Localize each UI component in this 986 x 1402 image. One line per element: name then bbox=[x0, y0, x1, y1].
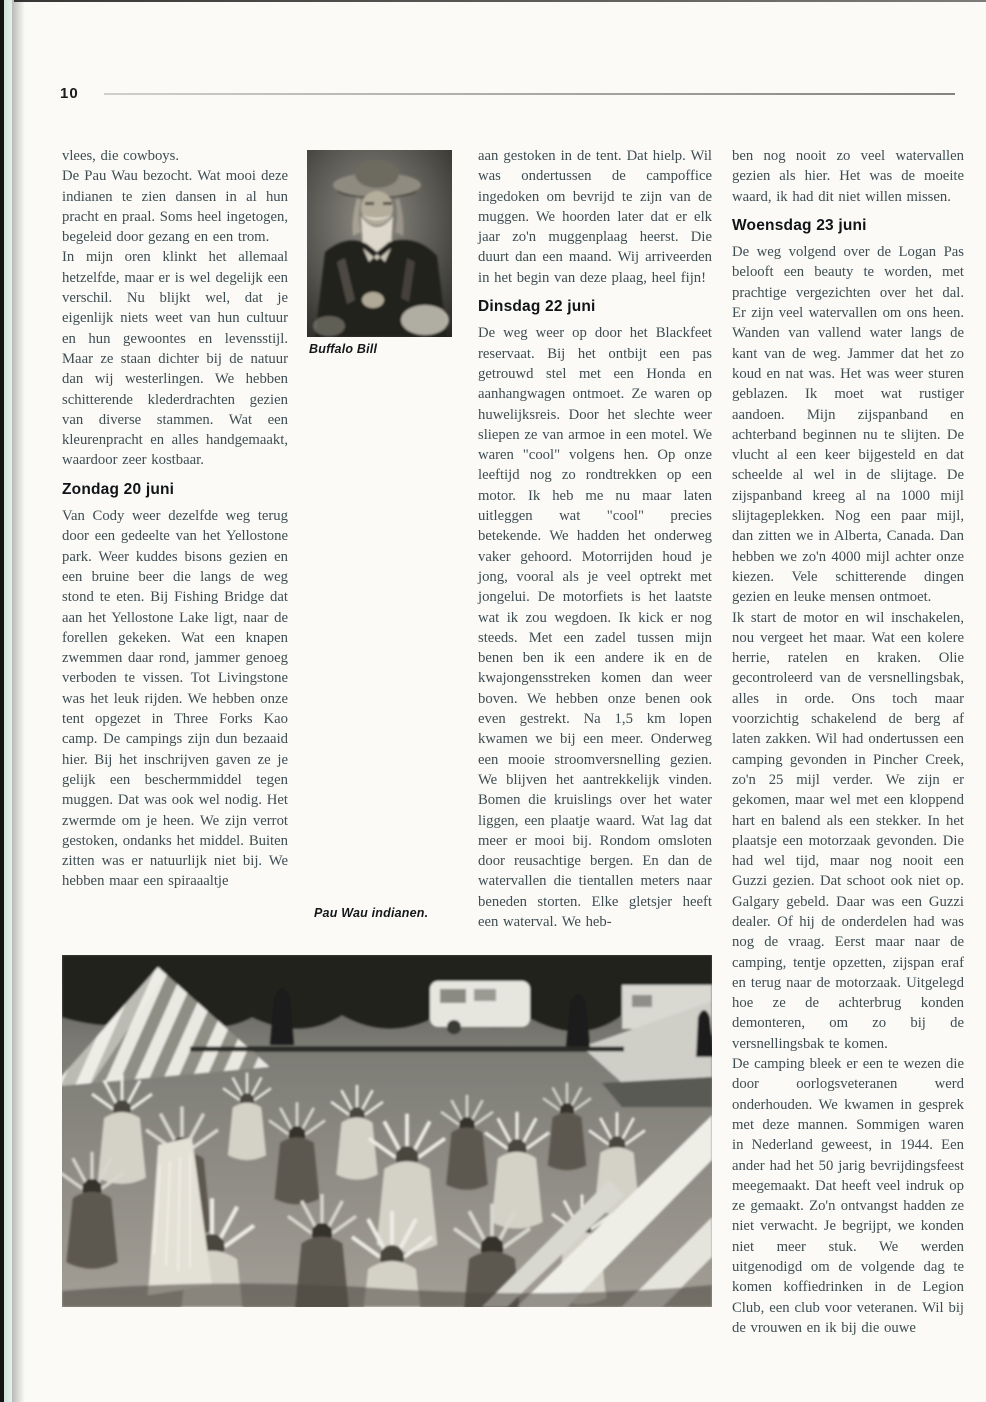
pau-wau-photo bbox=[62, 955, 712, 1307]
section-heading-woensdag-23-juni: Woensdag 23 juni bbox=[732, 216, 867, 234]
paragraph: vlees, die cowboys. bbox=[62, 148, 180, 164]
buffalo-bill-caption: Buffalo Bill bbox=[309, 342, 378, 356]
paragraph: De Pau Wau bezocht. Wat mooi deze indianen te zien dansen in al hun pracht en praal. Soms heel ingetogen, begeleid door gezang en een trom. bbox=[62, 168, 288, 246]
section-heading-dinsdag-22-juni: Dinsdag 22 juni bbox=[478, 298, 596, 316]
paragraph: De weg weer op door het Blackfeet reservaat. Bij het ontbijt een pas getrouwd stel met een Honda en aanhangwagen ontmoet. Ze waren op huwelijksreis. Door het slechte weer sliepen ze van armoe in een motel. We waren "cool" volgens hen. Op onze leeftijd nog zo rondtrekken op een motor. Ik heb me nu maar laten uitleggen wat "cool" precies betekende. We hadden het onderweg vaker gehoord. Motorrijden houd je jong, vooral als je veel optrekt met jongelui. De motorfiets is het laatste wat ik zou wegdoen. Ik kick er nog steeds. Met een zadel tussen mijn benen ben ik een andere ik en de kwajongensstreken komen dan weer boven. We hebben onze benen ook even gestrekt. Na 1,5 km lopen kwamen we bij een meer. Onderweg een mooie stroomversnelling gezien. We blijven het aantrekkelijk vinden. Bomen die kruislings over het water liggen, een plaatje waard. Wat lag dat meer er mooi bij. Rondom omsloten door reusachtige bergen. En dan de watervallen die tientallen meters naar beneden storten. Elke gletsjer heeft een waterval. We heb- bbox=[478, 325, 712, 930]
text-column-3 bbox=[732, 146, 964, 1338]
paragraph: aan gestoken in de tent. Dat hielp. Wil was ondertussen de campoffice ingedoken om bevrijd te zijn van de muggen. We hoorden later dat er elk jaar zo'n muggenplaag heerst. Die duurt dan een maand. Wij arriveerden in het begin van deze plaag, heel fijn! bbox=[478, 148, 712, 286]
text-column-2 bbox=[478, 146, 712, 932]
scan-edge-teal-strip bbox=[4, 0, 12, 1402]
section-heading-zondag-20-juni: Zondag 20 juni bbox=[62, 480, 175, 498]
paragraph: De weg volgend over de Logan Pas belooft een beauty te worden, met prachtige vergezichten over het dal. Er zijn veel watervallen om ons heen. Wanden van vallend water langs de kant van de weg. Jammer dat het zo koud en nat was. Het was weer sturen geblazen. Ik moet wat rustiger aandoen. Mijn zijspanband en achterband beginnen nu te slijten. De vlucht al een keer bijgesteld en dat scheelde al wel in de slijtage. De zijspanband kreeg al na 1000 mijl slijtageplekken. Nog een paar mijl, dan zitten we in Alberta, Canada. Dan hebben we zo'n 4000 mijl achter onze kiezen. Vele schitterende dingen gezien en leuke mensen ontmoet. bbox=[732, 244, 964, 606]
text-column-1 bbox=[62, 146, 288, 892]
buffalo-bill-photo bbox=[307, 150, 452, 337]
scan-top-edge-line bbox=[14, 0, 986, 2]
scan-edge-shadow bbox=[12, 0, 25, 1402]
paragraph: De camping bleek er een te wezen die door oorlogsveteranen werd onderhouden. We kwamen in gesprek met deze mannen. Sommigen waren in Nederland geweest, in 1944. Een ander had het 50 jarig bevrijdingsfeest meegemaakt. Dat heeft veel indruk op ze gemaakt. Zo'n ontvangst hadden ze niet verwacht. Je begrijpt, we konden niet meer stuk. We werden uitgenodigd om de volgende dag te komen koffiedrinken in de Legion Club, een club voor veteranen. Wil bij de vrouwen en ik bij die ouwe bbox=[732, 1056, 964, 1336]
paragraph: In mijn oren klinkt het allemaal hetzelfde, maar er is wel degelijk een verschil. Nu blijkt wel, dat je eigenlijk niets weet van hun cultuur en hun gewoontes en levensstijl. Maar ze staan dichter bij de natuur dan wij westerlingen. We hebben schitterende klederdrachten gezien van diverse stammen. Wat een kleurenpracht en alles handgemaakt, waardoor zeer kostbaar. bbox=[62, 249, 288, 469]
page-number: 10 bbox=[60, 85, 79, 102]
paragraph: ben nog nooit zo veel watervallen gezien als hier. Het was de moeite waard, ik had dit niet willen missen. bbox=[732, 148, 964, 205]
paragraph: Ik start de motor en wil inschakelen, nou vergeet het maar. Wat een kolere herrie, ratelen en kraken. Olie gecontroleerd van de versnellingsbak, alles in orde. Ons toch maar voorzichtig schakelend de berg af laten zakken. Wil had ondertussen een camping gevonden in Pincher Creek, zo'n 25 mijl verder. We zijn er gekomen, maar wel met een kloppend hart en balend als een stekker. In het plaatsje een motorzaak gevonden. Die had wel tijd, maar nog nooit een Guzzi gezien. Dat schoot ook niet op. Galgary gebeld. Daar was een Guzzi dealer. Of hij de onderdelen had was nog de vraag. Eerst maar naar de camping, tentje opzetten, zijspan eraf en terug naar de motorzaak. Uitgelegd hoe ze de achterbrug konden demonteren, om zo bij de versnellingsbak te komen. bbox=[732, 609, 964, 1052]
paragraph: Van Cody weer dezelfde weg terug door een gedeelte van het Yellostone park. Weer kuddes bisons gezien en een bruine beer die langs de weg stond te eten. Bij Fishing Bridge dat aan het Yellostone Lake ligt, naar de forellen gekeken. Wat een knapen zwemmen daar rond, jammer genoeg verboden te vissen. Tot Livingstone was het leuk rijden. We hebben onze tent opgezet in Three Forks Kao camp. De campings zijn dun bezaaid hier. Bij het inschrijven gaven ze je gelijk een beschermmiddel tegen muggen. Dat was ook wel nodig. Het zwermde om je heen. We zijn verrot gestoken, ondanks het middel. Buiten zitten was er natuurlijk niet bij. We hebben maar een spiraaaltje bbox=[62, 508, 288, 890]
pau-wau-caption: Pau Wau indianen. bbox=[314, 906, 429, 920]
header-rule bbox=[104, 93, 955, 95]
